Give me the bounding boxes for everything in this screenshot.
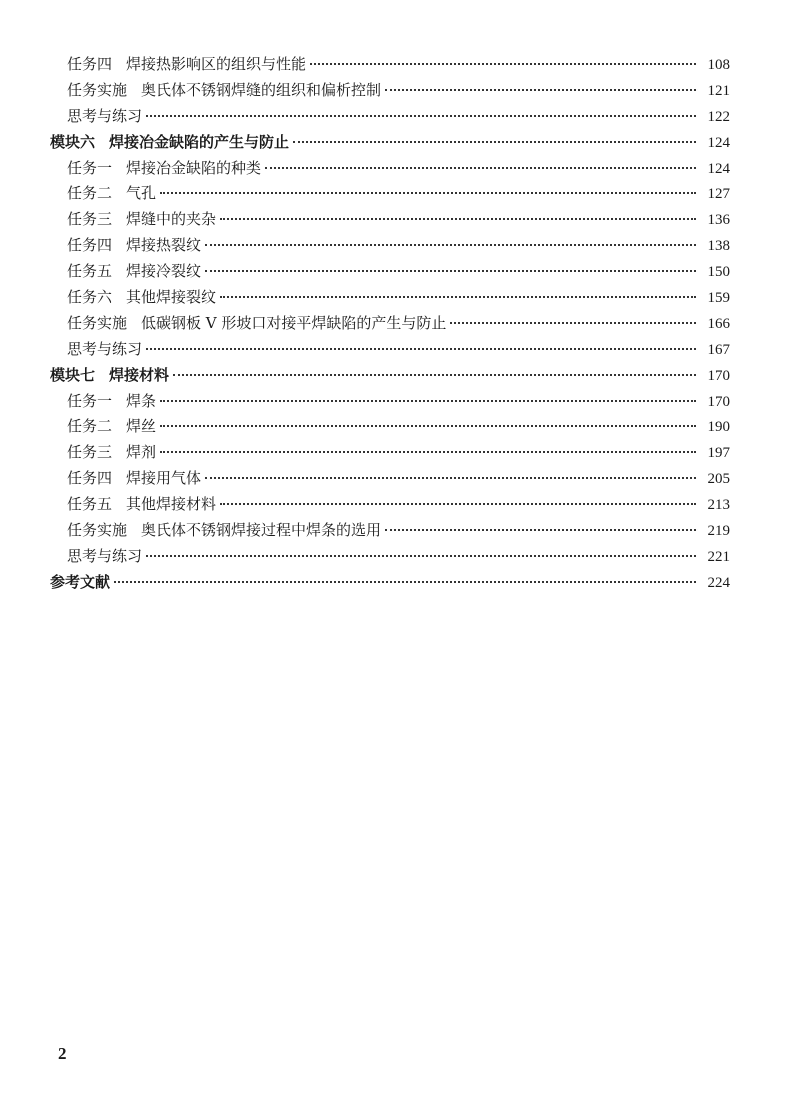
toc-entry-page: 197 [707, 445, 730, 462]
toc-entry[interactable] [50, 544, 730, 570]
toc-entry-title: 其他焊接裂纹 [126, 288, 217, 307]
toc-entry-label [67, 78, 381, 104]
toc-entry-prefix: 任务实施 [67, 521, 128, 540]
toc-entry-prefix: 任务三 [67, 443, 113, 462]
toc-entry-title: 低碳钢板 V 形坡口对接平焊缺陷的产生与防止 [141, 313, 447, 332]
toc-entry-prefix: 任务四 [67, 469, 113, 488]
toc-entry-label [67, 181, 156, 207]
dot-leader [160, 192, 696, 194]
toc-entry-prefix: 任务实施 [67, 313, 128, 332]
toc-entry-page: 213 [707, 497, 730, 514]
dot-leader [160, 425, 696, 427]
toc-entry-prefix: 任务四 [67, 236, 113, 255]
toc-entry-page: 127 [707, 186, 730, 203]
toc-entry-prefix: 任务六 [67, 288, 113, 307]
toc-entry-label [67, 337, 142, 363]
toc-entry[interactable] [50, 285, 730, 311]
toc-entry[interactable] [50, 466, 730, 492]
toc-entry-page: 150 [707, 264, 730, 281]
toc-entry-label [67, 389, 156, 415]
toc-entry-label [67, 104, 142, 130]
toc-entry-title: 焊剂 [126, 443, 157, 462]
toc-entry-label [67, 311, 446, 337]
toc-entry[interactable] [50, 78, 730, 104]
toc-entry-label [67, 285, 216, 311]
toc-entry-title: 焊接冷裂纹 [126, 262, 202, 281]
toc-entry[interactable] [50, 492, 730, 518]
dot-leader [146, 555, 696, 557]
toc-entry[interactable] [50, 207, 730, 233]
dot-leader [160, 451, 696, 453]
toc-module-entry[interactable] [50, 570, 730, 596]
toc-entry-title: 焊接冶金缺陷的产生与防止 [109, 132, 290, 151]
toc-entry-prefix: 任务四 [67, 55, 113, 73]
toc-entry-title: 焊接冶金缺陷的种类 [126, 158, 262, 177]
toc-entry-page: 190 [707, 419, 730, 436]
toc-entry-title: 焊接用气体 [126, 469, 202, 488]
toc-entry-page: 221 [707, 548, 730, 565]
toc-entry-title: 参考文献 [50, 572, 111, 591]
toc-entry-page: 170 [707, 367, 730, 384]
toc-entry-label [67, 440, 156, 466]
dot-leader [293, 141, 696, 143]
toc-entry[interactable] [50, 389, 730, 415]
toc-entry-title: 焊缝中的夹杂 [126, 210, 217, 229]
toc-entry[interactable] [50, 156, 730, 182]
toc-entry-prefix: 任务实施 [67, 80, 128, 99]
toc-entry-label [67, 156, 261, 182]
toc-entry-label [67, 207, 216, 233]
toc-entry[interactable] [50, 518, 730, 544]
toc-entry-prefix: 任务二 [67, 417, 113, 436]
dot-leader [385, 89, 696, 91]
toc-entry-label [67, 518, 381, 544]
toc-entry-title: 气孔 [126, 184, 157, 203]
toc-module-entry[interactable] [50, 130, 730, 156]
toc-entry-prefix: 模块六 [50, 132, 96, 151]
toc-entry-label [67, 544, 142, 570]
toc-entry-prefix: 任务二 [67, 184, 113, 203]
toc-entry-page: 124 [707, 160, 730, 177]
toc-entry[interactable] [50, 52, 730, 78]
dot-leader [450, 322, 696, 324]
dot-leader [265, 167, 696, 169]
toc-entry-prefix: 任务五 [67, 495, 113, 514]
toc-entry[interactable] [50, 104, 730, 130]
toc-entry-label [50, 363, 169, 389]
toc-entry[interactable] [50, 440, 730, 466]
toc-entry-page: 121 [707, 82, 730, 99]
page-number: 2 [58, 1044, 67, 1063]
toc-entry[interactable] [50, 233, 730, 259]
toc-entry-page: 224 [707, 574, 730, 591]
toc-entry-page: 170 [707, 393, 730, 410]
dot-leader [160, 400, 696, 402]
toc-entry[interactable] [50, 337, 730, 363]
toc-entry-label [67, 466, 201, 492]
dot-leader [205, 477, 696, 479]
toc-entry-title: 焊接热影响区的组织与性能 [126, 55, 307, 73]
toc-entry-page: 159 [707, 290, 730, 307]
toc-entry[interactable] [50, 259, 730, 285]
toc-entry-prefix: 模块七 [50, 365, 96, 384]
toc-entry-label [50, 130, 289, 156]
toc-entry-prefix: 任务三 [67, 210, 113, 229]
toc-entry[interactable] [50, 311, 730, 337]
toc-entry-title: 焊条 [126, 391, 157, 410]
toc-entry-prefix: 任务五 [67, 262, 113, 281]
toc-entry[interactable] [50, 181, 730, 207]
toc-entry-title: 焊接热裂纹 [126, 236, 202, 255]
table-of-contents [50, 52, 730, 596]
toc-entry-title: 焊接材料 [109, 365, 170, 384]
toc-entry-page: 138 [707, 238, 730, 255]
toc-entry-title: 思考与练习 [67, 339, 143, 358]
dot-leader [146, 115, 696, 117]
toc-entry-label [50, 570, 110, 596]
toc-entry-page: 219 [707, 523, 730, 540]
toc-entry-page: 166 [707, 315, 730, 332]
toc-entry-title: 其他焊接材料 [126, 495, 217, 514]
toc-entry-page: 136 [707, 212, 730, 229]
toc-entry-label [67, 492, 216, 518]
toc-entry-prefix: 任务一 [67, 391, 113, 410]
toc-entry-page: 167 [707, 341, 730, 358]
toc-entry[interactable] [50, 414, 730, 440]
toc-entry-page: 205 [707, 471, 730, 488]
dot-leader [173, 374, 696, 376]
dot-leader [205, 244, 696, 246]
toc-entry-label [67, 259, 201, 285]
toc-entry-title: 思考与练习 [67, 106, 143, 125]
toc-entry-title: 思考与练习 [67, 546, 143, 565]
toc-entry-page: 122 [707, 108, 730, 125]
toc-entry-page: 108 [707, 57, 730, 73]
dot-leader [220, 218, 696, 220]
toc-entry-label [67, 414, 156, 440]
dot-leader [205, 270, 696, 272]
toc-entry-prefix: 任务一 [67, 158, 113, 177]
toc-entry-title: 奥氏体不锈钢焊缝的组织和偏析控制 [141, 80, 382, 99]
toc-entry-label [67, 233, 201, 259]
toc-entry-page: 124 [707, 134, 730, 151]
dot-leader [385, 529, 696, 531]
toc-entry-label [67, 52, 306, 78]
dot-leader [220, 503, 696, 505]
dot-leader [146, 348, 696, 350]
toc-module-entry[interactable] [50, 363, 730, 389]
dot-leader [114, 581, 696, 583]
dot-leader [220, 296, 696, 298]
toc-entry-title: 奥氏体不锈钢焊接过程中焊条的选用 [141, 521, 382, 540]
toc-entry-title: 焊丝 [126, 417, 157, 436]
dot-leader [310, 63, 696, 65]
